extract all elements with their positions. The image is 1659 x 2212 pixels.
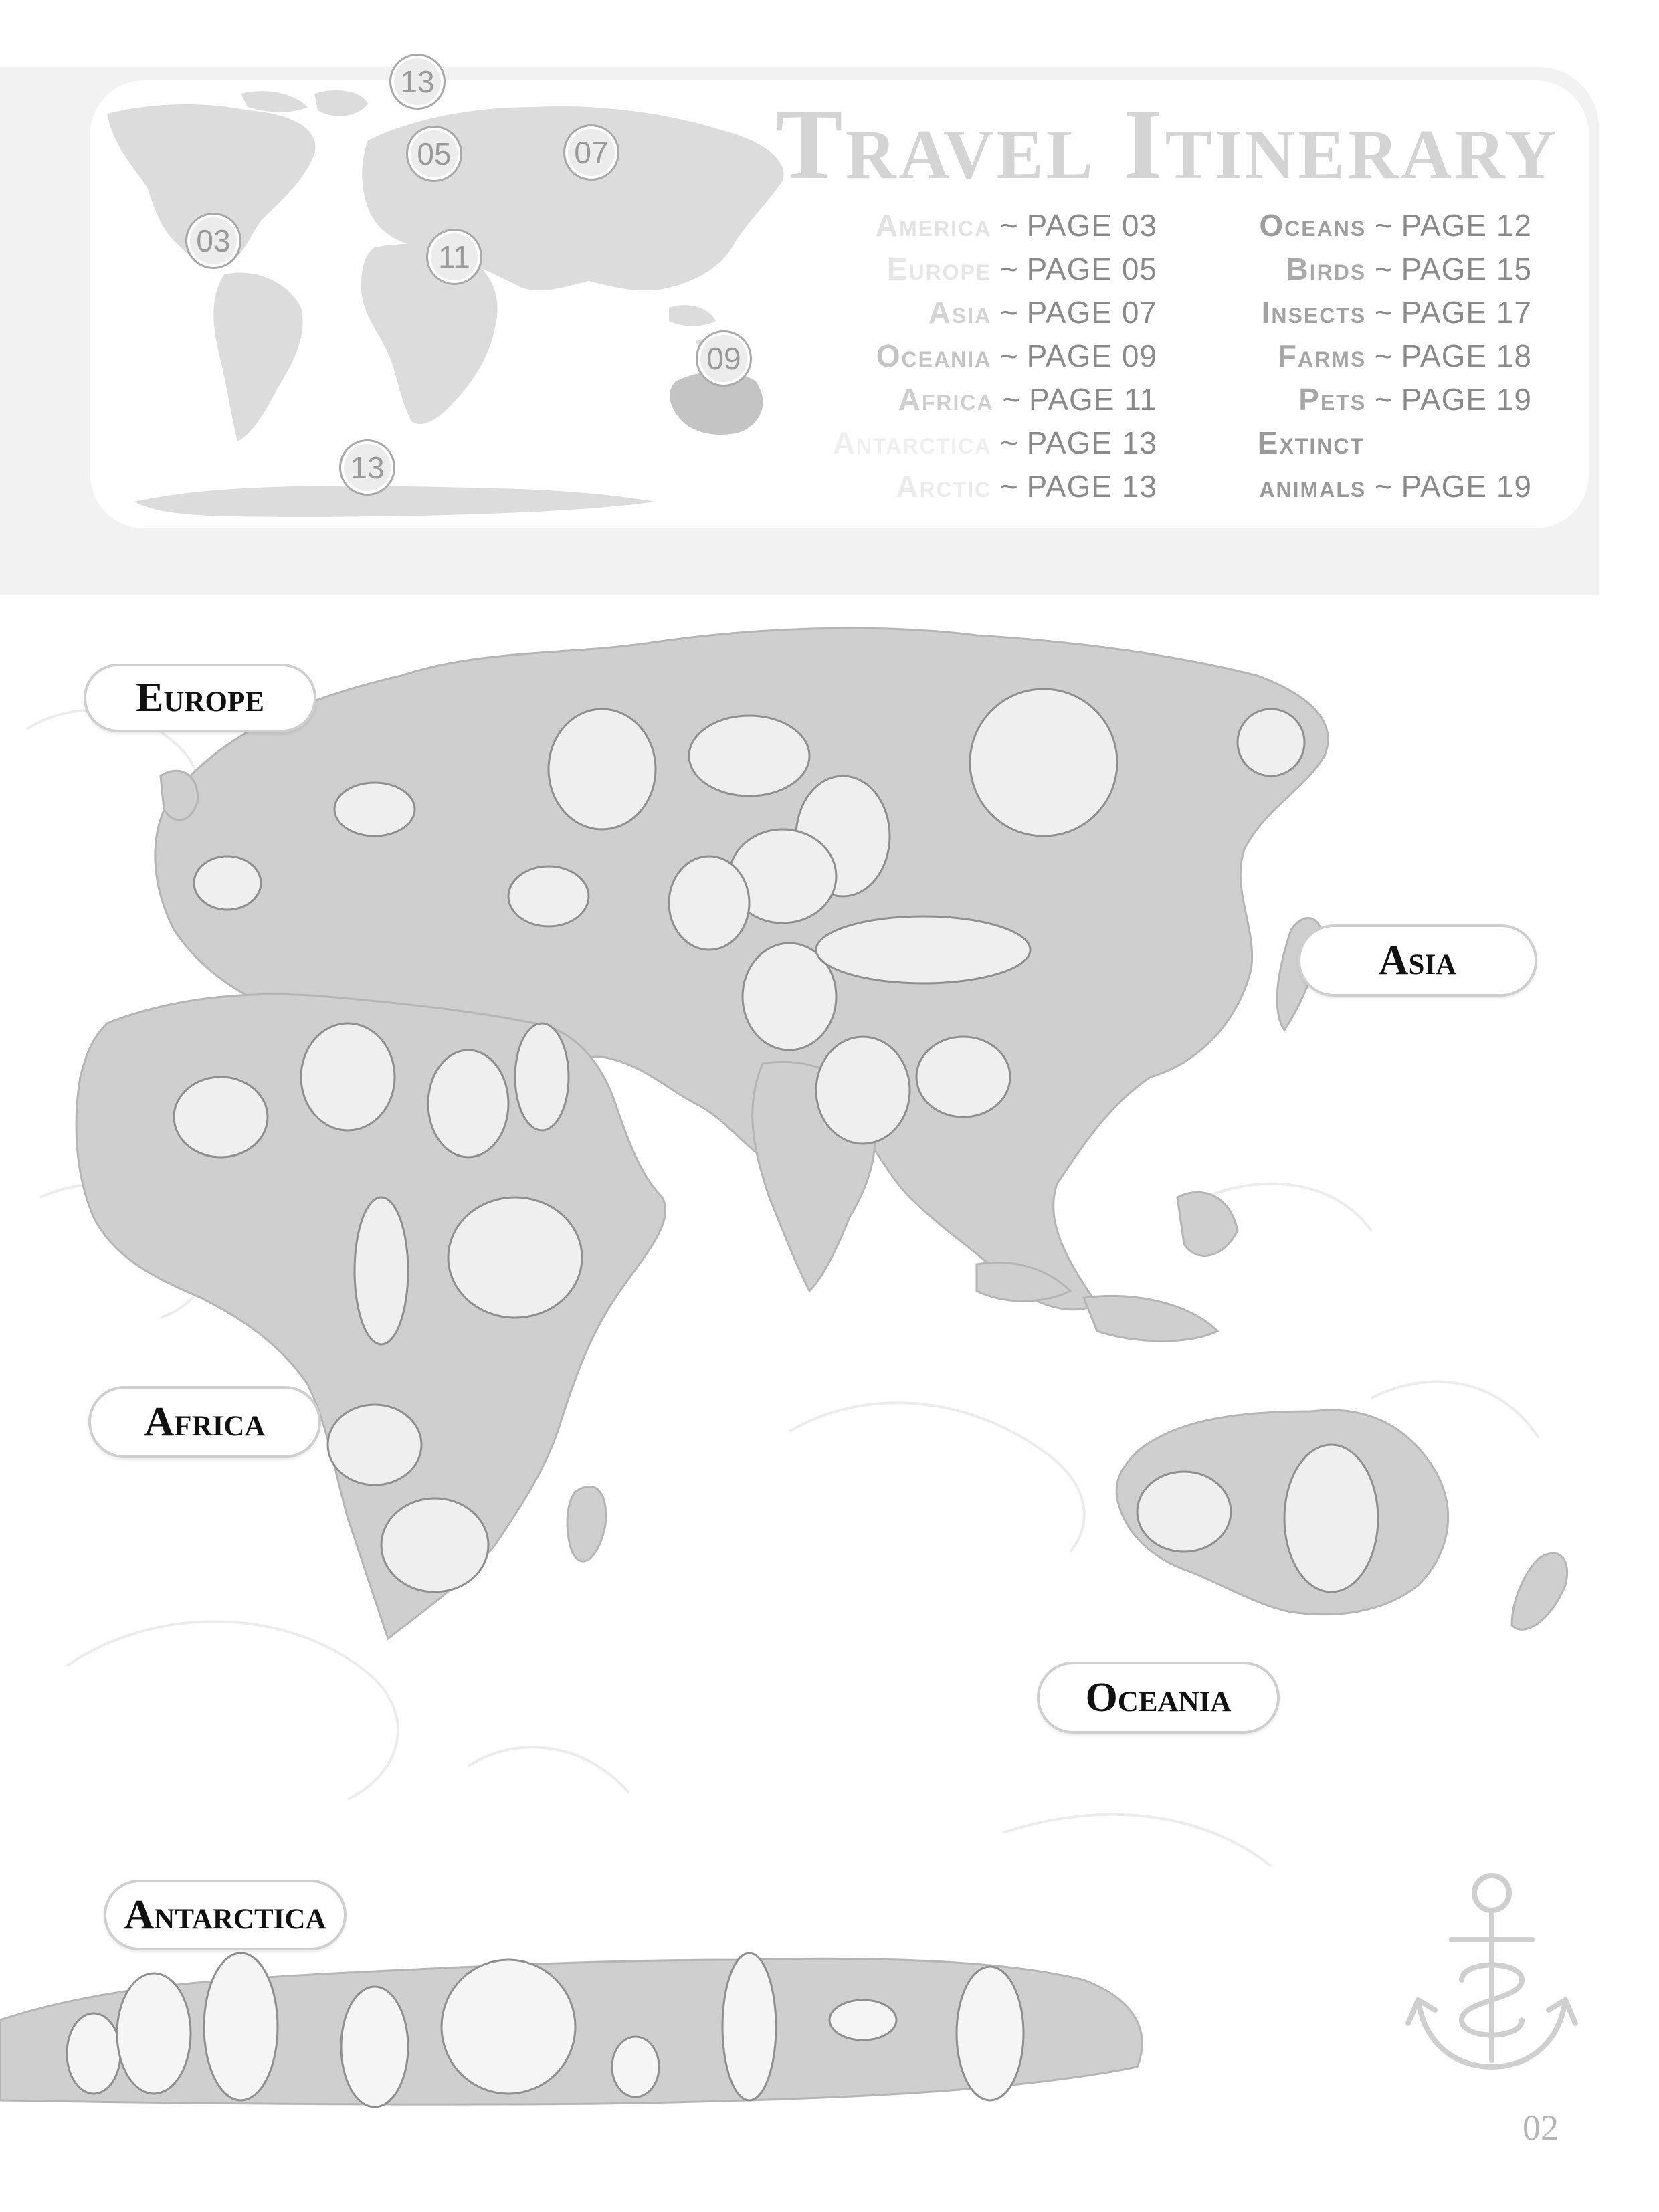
badge-america: 03 [185,213,241,269]
itinerary-item-name: Asia [928,295,992,330]
itinerary-item-oceania[interactable]: Oceania ~ PAGE 09 [876,338,1157,373]
itinerary-item-america[interactable]: America ~ PAGE 03 [875,208,1157,243]
region-label-antarctica[interactable]: Antarctica [104,1880,347,1950]
itinerary-item-name: animals [1259,469,1367,504]
itinerary-item-name: Oceans [1259,208,1367,243]
snake-sketch [1238,709,1304,776]
itinerary-item-name: Farms [1277,338,1367,373]
itinerary-item-birds[interactable]: Birds ~ PAGE 15 [1286,252,1532,286]
orangutan-sketch [816,1037,910,1144]
lynx-sketch [669,856,749,950]
platypus-sketch [1137,1472,1231,1552]
lion-sketch [448,1197,582,1318]
chameleon-sketch [549,709,656,829]
anchor-icon [1398,1866,1585,2087]
camel-sketch [174,1077,268,1157]
itinerary-item-name: Africa [898,382,994,417]
zebra-sketch [301,1023,395,1130]
kangaroo-sketch [1284,1445,1378,1592]
itinerary-item-name: Birds [1286,252,1367,286]
itinerary-themes [1258,204,1532,508]
cobra-sketch [515,1023,569,1130]
itinerary-item-name: Europe [886,252,992,286]
badge-africa: 11 [426,229,482,285]
page-title: Travel Itinerary [775,89,1559,200]
region-label-europe[interactable]: Europe [84,664,316,732]
itinerary-item-name: Extinct [1257,425,1365,460]
mini-world-map [94,67,830,522]
crocodile-sketch [816,916,1030,983]
region-label-africa[interactable]: Africa [88,1386,321,1458]
itinerary-item-europe[interactable]: Europe ~ PAGE 05 [886,252,1157,286]
itinerary-item-extinct[interactable] [1258,421,1532,465]
badge-oceania: 09 [696,330,752,387]
toad-sketch [508,866,589,926]
region-label-oceania[interactable]: Oceania [1037,1662,1280,1734]
itinerary-item-name: Antarctica [832,425,992,460]
itinerary-item-name: Arctic [896,469,992,504]
itinerary-item-name: Oceania [876,338,992,373]
itinerary-item-name: Insects [1261,295,1367,330]
itinerary-item-name: America [875,208,992,243]
page-number: 02 [1523,2108,1559,2148]
itinerary-item-antarctica[interactable]: Antarctica ~ PAGE 13 [832,425,1157,460]
itinerary-item-arctic[interactable]: Arctic ~ PAGE 13 [896,469,1157,504]
badge-europe: 05 [406,126,462,182]
bear-sketch [970,689,1117,836]
lizard-sketch [334,783,415,836]
rhino-sketch [381,1498,488,1592]
badge-antarctica: 13 [339,439,395,496]
itinerary-item-extinct-animals[interactable]: animals ~ PAGE 19 [1259,469,1532,504]
itinerary-item-oceans[interactable]: Oceans ~ PAGE 12 [1259,208,1532,243]
fox-sketch [194,856,261,910]
badge-arctic: 13 [389,54,446,110]
itinerary-item-insects[interactable]: Insects ~ PAGE 17 [1261,295,1532,330]
giraffe-sketch [355,1197,408,1344]
region-label-asia[interactable]: Asia [1298,924,1537,997]
badge-asia: 07 [563,124,619,181]
water-buffalo-sketch [916,1037,1010,1117]
itinerary-item-farms[interactable]: Farms ~ PAGE 18 [1277,338,1532,373]
gorilla-sketch [428,1050,508,1157]
hippo-sketch [328,1405,421,1485]
itinerary-item-africa[interactable]: Africa ~ PAGE 11 [898,382,1157,417]
itinerary-item-pets[interactable]: Pets ~ PAGE 19 [1298,382,1532,417]
itinerary-item-asia[interactable]: Asia ~ PAGE 07 [928,295,1157,330]
itinerary-continents [833,204,1157,508]
wolf-sketch [689,716,809,796]
itinerary-item-name: Pets [1298,382,1367,417]
